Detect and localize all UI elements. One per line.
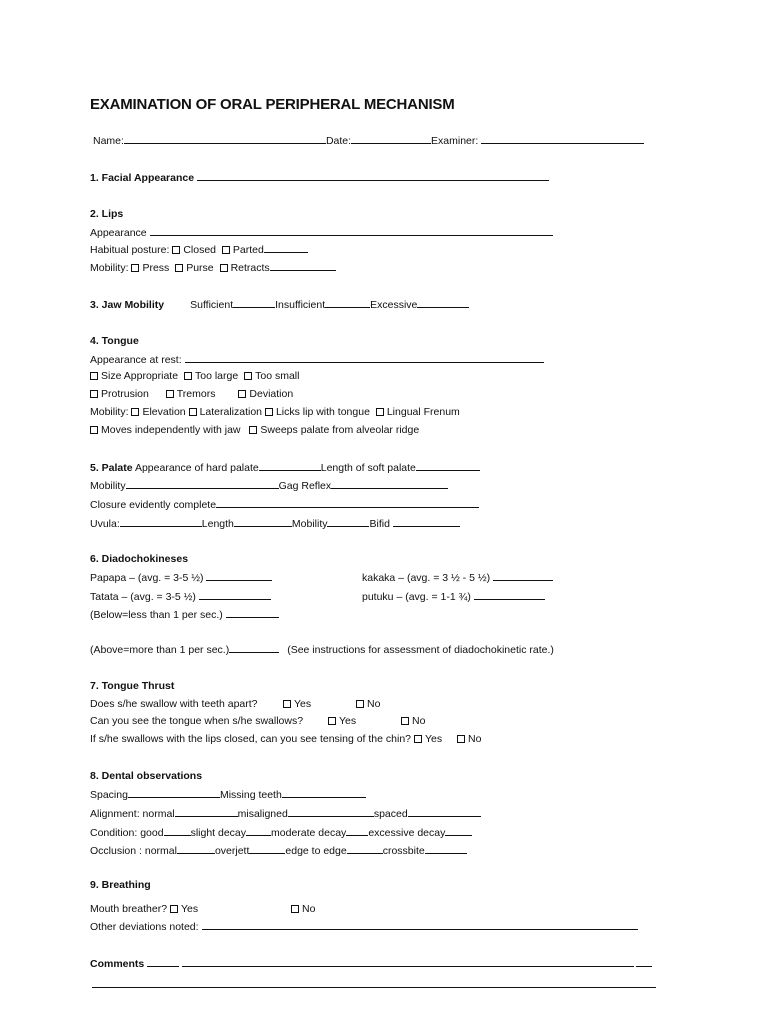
excessive-label: Excessive: [370, 299, 418, 311]
uvula-length-field[interactable]: [234, 516, 292, 527]
putuku-label: putuku – (avg. = 1-1 ¾): [362, 591, 471, 603]
retracts-label: Retracts: [230, 262, 270, 274]
thrust-q1-yes: [283, 697, 311, 711]
q3-yes-label: Yes: [424, 733, 443, 745]
tongue-appearance-label: Appearance at rest:: [90, 354, 182, 366]
comments-field-a[interactable]: [147, 956, 179, 967]
lips-heading: 2. Lips: [90, 208, 124, 220]
lips-mobility-row: [90, 260, 336, 275]
press-label: Press: [142, 262, 170, 274]
tatata-row: [90, 589, 271, 604]
sufficient-field[interactable]: [233, 297, 275, 308]
breathing-heading: 9. Breathing: [90, 879, 151, 891]
thrust-q2: Can you see the tongue when s/he swallows?: [90, 715, 304, 727]
palate-row-2: [90, 478, 448, 493]
papapa-label: Papapa – (avg. = 3-5 ½): [90, 572, 204, 584]
comments-field-b[interactable]: [182, 956, 214, 967]
examiner-field[interactable]: [481, 133, 644, 144]
thrust-q3: If s/he swallows with the lips closed, can you see tensing of the chin?: [90, 733, 412, 745]
size-appropriate-label: Size Appropriate: [101, 370, 179, 382]
putuku-field[interactable]: [474, 589, 545, 600]
header-row: [93, 133, 644, 148]
name-label: Name:: [93, 135, 124, 147]
frenum-label: Lingual Frenum: [386, 406, 460, 418]
thrust-q1-no: [356, 697, 380, 711]
breather-no-checkbox[interactable]: [291, 905, 299, 913]
spaced-field[interactable]: [408, 806, 481, 817]
purse-checkbox[interactable]: [175, 264, 183, 272]
mouth-breather-label: Mouth breather?: [90, 903, 168, 915]
lips-mobility-label: Mobility:: [90, 262, 129, 274]
insufficient-field[interactable]: [325, 297, 370, 308]
edge-field[interactable]: [347, 843, 383, 854]
palate-row-3: [90, 497, 479, 512]
lips-appearance-field[interactable]: [150, 225, 553, 236]
thrust-q2-yes: [328, 714, 356, 728]
bifid-label: Bifid: [369, 518, 390, 530]
moves-checkbox[interactable]: [90, 426, 98, 434]
tatata-field[interactable]: [199, 589, 271, 600]
kakaka-row: [362, 570, 553, 585]
palate-heading: 5. Palate: [90, 462, 133, 474]
dental-heading: 8. Dental observations: [90, 770, 203, 782]
instructions-note: (See instructions for assessment of diadochokinetic rate.): [287, 644, 554, 656]
above-row: [90, 642, 554, 657]
dental-condition-row: [90, 825, 472, 840]
excessive-decay-label: excessive decay: [368, 827, 446, 839]
date-field[interactable]: [351, 133, 431, 144]
comments-field-c[interactable]: [214, 956, 634, 967]
alignment-label: Alignment: normal: [90, 808, 175, 820]
uvula-label: Uvula:: [90, 518, 120, 530]
purse-label: Purse: [186, 262, 214, 274]
overjett-label: overjett: [214, 845, 250, 857]
excessive-decay-field[interactable]: [445, 825, 472, 836]
uvula-length-label: Length: [201, 518, 234, 530]
condition-label: Condition: good: [90, 827, 164, 839]
closure-label: Closure evidently complete: [90, 499, 217, 511]
lips-habitual-row: [90, 242, 308, 257]
diado-heading: 6. Diadochokineses: [90, 553, 189, 565]
normal-align-field[interactable]: [175, 806, 238, 817]
gag-field[interactable]: [331, 478, 448, 489]
licks-label: Licks lip with tongue: [275, 406, 370, 418]
bifid-field[interactable]: [393, 516, 460, 527]
thrust-heading: 7. Tongue Thrust: [90, 680, 175, 692]
uvula-field[interactable]: [120, 516, 202, 527]
soft-palate-label: Length of soft palate: [320, 462, 416, 474]
above-label: (Above=more than 1 per sec.): [90, 644, 230, 656]
closed-label: Closed: [183, 244, 216, 256]
soft-palate-field[interactable]: [416, 460, 480, 471]
edge-label: edge to edge: [285, 845, 347, 857]
missing-label: Missing teeth: [219, 789, 282, 801]
above-field[interactable]: [229, 642, 279, 653]
palate-row-4: [90, 516, 460, 531]
q1-no-label: No: [367, 698, 381, 710]
parted-checkbox[interactable]: [222, 246, 230, 254]
below-label: (Below=less than 1 per sec.): [90, 609, 223, 621]
q1-yes-checkbox[interactable]: [283, 700, 291, 708]
breather-yes-label: Yes: [180, 903, 199, 915]
uvula-mobility-label: Mobility: [291, 518, 328, 530]
dental-spacing-row: [90, 787, 366, 802]
elevation-checkbox[interactable]: [131, 408, 139, 416]
thrust-q1-row: [90, 697, 258, 711]
putuku-row: [362, 589, 545, 604]
other-deviations-field[interactable]: [202, 919, 638, 930]
tongue-appearance-row: [90, 352, 544, 367]
deviation-checkbox[interactable]: [238, 390, 246, 398]
protrusion-checkbox[interactable]: [90, 390, 98, 398]
palate-row-1: [90, 460, 480, 475]
breather-yes-checkbox[interactable]: [170, 905, 178, 913]
retracts-checkbox[interactable]: [220, 264, 228, 272]
date-label: Date:: [325, 135, 352, 147]
lips-appearance-label: Appearance: [90, 227, 147, 239]
hard-palate-field[interactable]: [259, 460, 321, 471]
facial-field[interactable]: [197, 170, 549, 181]
q3-yes-checkbox[interactable]: [414, 735, 422, 743]
kakaka-label: kakaka – (avg. = 3 ½ - 5 ½): [362, 572, 491, 584]
other-deviations-row: [90, 919, 638, 934]
moderate-label: moderate decay: [271, 827, 347, 839]
below-field[interactable]: [226, 607, 279, 618]
parted-label: Parted: [232, 244, 264, 256]
press-checkbox[interactable]: [131, 264, 139, 272]
other-deviations-label: Other deviations noted:: [90, 921, 199, 933]
spaced-label: spaced: [373, 808, 408, 820]
too-small-checkbox[interactable]: [244, 372, 252, 380]
name-field[interactable]: [124, 133, 326, 144]
below-row: [90, 607, 279, 622]
retracts-field[interactable]: [270, 260, 336, 271]
closed-checkbox[interactable]: [172, 246, 180, 254]
palate-mobility-field[interactable]: [126, 478, 279, 489]
deviation-label: Deviation: [249, 388, 294, 400]
examiner-label: Examiner:: [431, 135, 479, 147]
tongue-heading: 4. Tongue: [90, 335, 139, 347]
sufficient-label: Sufficient: [190, 299, 234, 311]
comments-label: Comments: [90, 958, 145, 970]
hard-palate-label: Appearance of hard palate: [134, 462, 259, 474]
q3-no-checkbox[interactable]: [457, 735, 465, 743]
q1-no-checkbox[interactable]: [356, 700, 364, 708]
occlusion-normal-field[interactable]: [177, 843, 215, 854]
tongue-size-row: [90, 369, 299, 383]
q3-no-label: No: [468, 733, 482, 745]
too-large-label: Too large: [194, 370, 239, 382]
frenum-checkbox[interactable]: [376, 408, 384, 416]
tongue-movement-row: [90, 387, 293, 401]
dental-alignment-row: [90, 806, 481, 821]
papapa-field[interactable]: [206, 570, 272, 581]
lips-appearance-row: [90, 225, 553, 240]
elevation-label: Elevation: [142, 406, 186, 418]
moves-label: Moves independently with jaw: [101, 424, 241, 436]
sweeps-label: Sweeps palate from alveolar ridge: [260, 424, 420, 436]
comments-field-d[interactable]: [636, 956, 652, 967]
palate-mobility-label: Mobility: [90, 480, 126, 492]
tongue-appearance-field[interactable]: [185, 352, 544, 363]
occlusion-label: Occlusion : normal: [90, 845, 177, 857]
moderate-field[interactable]: [346, 825, 368, 836]
tongue-mobility-label: Mobility:: [90, 406, 129, 418]
thrust-q3-row: [90, 732, 481, 746]
comments-row: [90, 956, 652, 971]
licks-checkbox[interactable]: [265, 408, 273, 416]
spacing-label: Spacing: [90, 789, 128, 801]
misaligned-label: misaligned: [237, 808, 288, 820]
q1-yes-label: Yes: [294, 698, 312, 710]
kakaka-field[interactable]: [493, 570, 553, 581]
tongue-independent-row: [90, 423, 419, 437]
comments-line-2[interactable]: [92, 987, 656, 988]
section-facial: [90, 170, 549, 185]
tremors-label: Tremors: [176, 388, 216, 400]
missing-field[interactable]: [282, 787, 366, 798]
q2-no-checkbox[interactable]: [401, 717, 409, 725]
crossbite-label: crossbite: [382, 845, 425, 857]
breather-no: [291, 902, 315, 916]
misaligned-field[interactable]: [288, 806, 374, 817]
tatata-label: Tatata – (avg. = 3-5 ½): [90, 591, 196, 603]
lateralization-label: Lateralization: [199, 406, 263, 418]
section-jaw: [90, 297, 469, 312]
dental-occlusion-row: [90, 843, 467, 858]
jaw-heading: 3. Jaw Mobility: [90, 299, 165, 311]
thrust-q2-no: [401, 714, 425, 728]
lateralization-checkbox[interactable]: [189, 408, 197, 416]
papapa-row: [90, 570, 272, 585]
parted-field[interactable]: [264, 242, 308, 253]
too-small-label: Too small: [255, 370, 300, 382]
uvula-mobility-field[interactable]: [327, 516, 369, 527]
slight-label: slight decay: [190, 827, 247, 839]
closure-field[interactable]: [216, 497, 479, 508]
overjett-field[interactable]: [249, 843, 285, 854]
tremors-checkbox[interactable]: [166, 390, 174, 398]
q2-no-label: No: [412, 715, 426, 727]
facial-heading: 1. Facial Appearance: [90, 172, 195, 184]
crossbite-field[interactable]: [425, 843, 467, 854]
q2-yes-checkbox[interactable]: [328, 717, 336, 725]
thrust-q1: Does s/he swallow with teeth apart?: [90, 698, 258, 710]
q2-yes-label: Yes: [339, 715, 357, 727]
sweeps-checkbox[interactable]: [249, 426, 257, 434]
mouth-breather-row: [90, 902, 198, 916]
slight-field[interactable]: [246, 825, 271, 836]
protrusion-label: Protrusion: [101, 388, 149, 400]
spacing-field[interactable]: [128, 787, 220, 798]
thrust-q2-row: [90, 714, 303, 728]
size-appropriate-checkbox[interactable]: [90, 372, 98, 380]
insufficient-label: Insufficient: [275, 299, 326, 311]
tongue-mobility-row: [90, 405, 460, 419]
excessive-field[interactable]: [417, 297, 469, 308]
habitual-label: Habitual posture:: [90, 244, 170, 256]
gag-label: Gag Reflex: [278, 480, 332, 492]
too-large-checkbox[interactable]: [184, 372, 192, 380]
breather-no-label: No: [302, 903, 316, 915]
form-title: EXAMINATION OF ORAL PERIPHERAL MECHANISM: [90, 96, 455, 113]
good-field[interactable]: [164, 825, 191, 836]
